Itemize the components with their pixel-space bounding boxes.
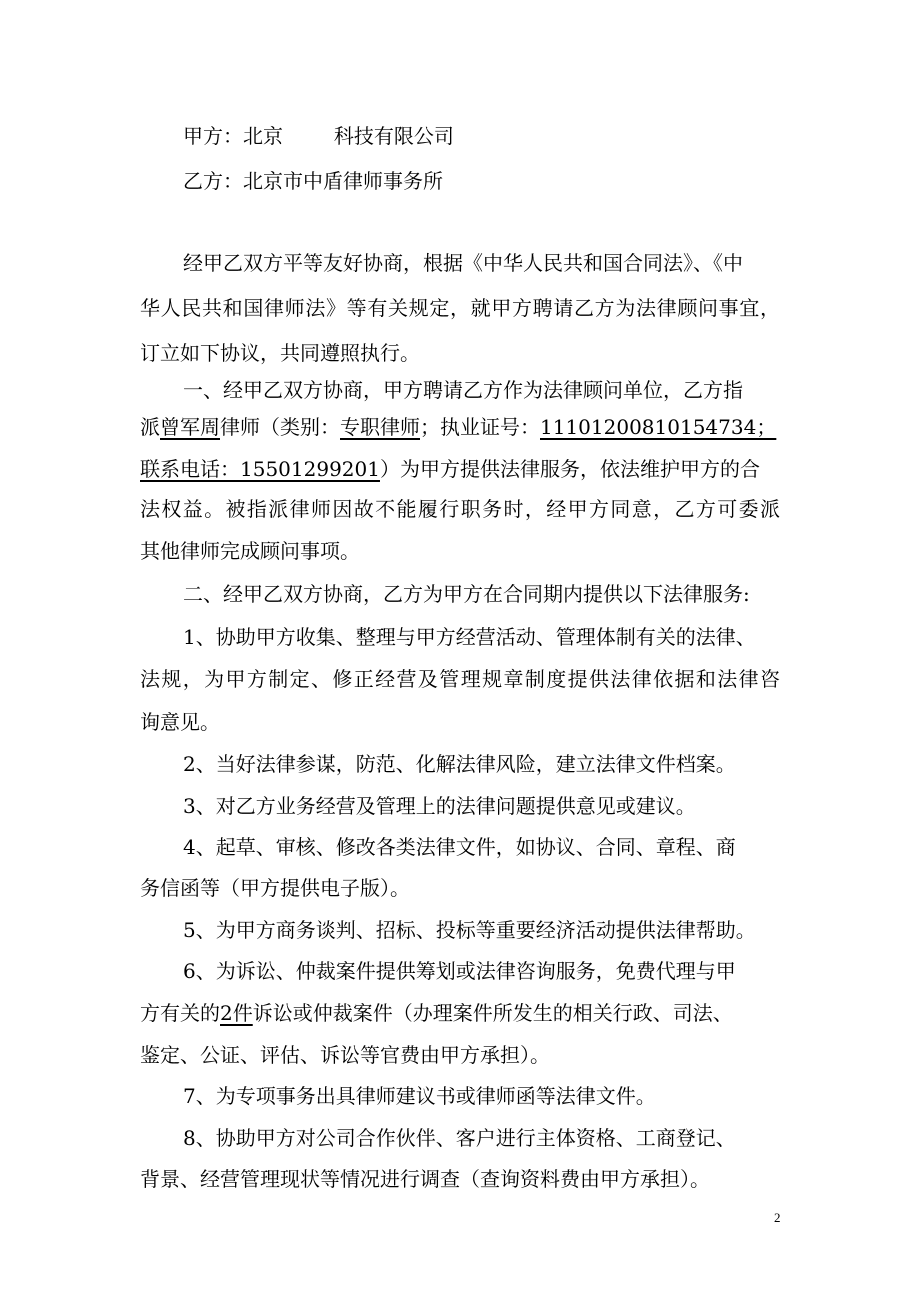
lawyer-category: 专职律师 <box>340 415 420 439</box>
item7-line: 7、为专项事务出具律师建议书或律师函等法律文件。 <box>183 1084 656 1108</box>
item8-line-2: 背景、经营管理现状等情况进行调查（查询资料费由甲方承担）。 <box>140 1167 710 1191</box>
item2-line: 2、当好法律参谋，防范、化解法律风险，建立法律文件档案。 <box>183 752 736 776</box>
party-a-line: 甲方：北京 科技有限公司 <box>183 124 454 148</box>
item6-text: 方有关的 <box>140 1001 220 1025</box>
clause2-heading: 二、经甲乙双方协商，乙方为甲方在合同期内提供以下法律服务: <box>183 582 750 606</box>
clause1-text: ；执业证号： <box>420 415 540 439</box>
clause1-line-2 <box>140 413 776 441</box>
page-number: 2 <box>774 1210 781 1225</box>
clause1-text: ）为甲方提供法律服务，依法维护甲方的合 <box>379 457 760 481</box>
license-number: 11101200810154734； <box>540 415 777 439</box>
item6-text: 诉讼或仲裁案件（办理案件所发生的相关行政、司法、 <box>252 1001 733 1025</box>
item4-line-2: 务信函等（甲方提供电子版）。 <box>140 876 410 900</box>
item6-line-3: 鉴定、公证、评估、诉讼等官费由甲方承担）。 <box>140 1043 550 1067</box>
clause1-line-4: 法权益。被指派律师因故不能履行职务时，经甲方同意，乙方可委派 <box>140 497 780 521</box>
clause1-line-1: 一、经甲乙双方协商，甲方聘请乙方作为法律顾问单位，乙方指 <box>183 378 743 402</box>
item3-line: 3、对乙方业务经营及管理上的法律问题提供意见或建议。 <box>183 794 696 818</box>
lawyer-name: 曾军周 <box>160 415 220 439</box>
item1-line-2: 法规，为甲方制定、修正经营及管理规章制度提供法律依据和法律咨 <box>140 667 780 691</box>
clause1-text: 派 <box>140 415 160 439</box>
intro-line-1: 经甲乙双方平等友好协商，根据《中华人民共和国合同法》、《中 <box>183 251 743 275</box>
case-count: 2件 <box>220 1001 253 1025</box>
clause1-line-5: 其他律师完成顾问事项。 <box>140 539 360 563</box>
clause1-text: 律师（类别： <box>220 415 340 439</box>
item4-line-1: 4、起草、审核、修改各类法律文件，如协议、合同、章程、商 <box>183 835 736 859</box>
intro-line-2: 华人民共和国律师法》等有关规定，就甲方聘请乙方为法律顾问事宜， <box>140 296 780 320</box>
item6-line-1: 6、为诉讼、仲裁案件提供筹划或法律咨询服务，免费代理与甲 <box>183 959 736 983</box>
party-b-line: 乙方：北京市中盾律师事务所 <box>183 169 443 193</box>
contact-phone: 联系电话：15501299201 <box>140 457 380 481</box>
item1-line-3: 询意见。 <box>140 710 220 734</box>
item6-line-2 <box>140 999 733 1027</box>
clause1-line-3 <box>140 455 760 483</box>
item8-line-1: 8、协助甲方对公司合作伙伴、客户进行主体资格、工商登记、 <box>183 1126 736 1150</box>
item5-line: 5、为甲方商务谈判、招标、投标等重要经济活动提供法律帮助。 <box>183 918 756 942</box>
intro-line-3: 订立如下协议，共同遵照执行。 <box>140 341 420 365</box>
item1-line-1: 1、协助甲方收集、整理与甲方经营活动、管理体制有关的法律、 <box>183 625 756 649</box>
